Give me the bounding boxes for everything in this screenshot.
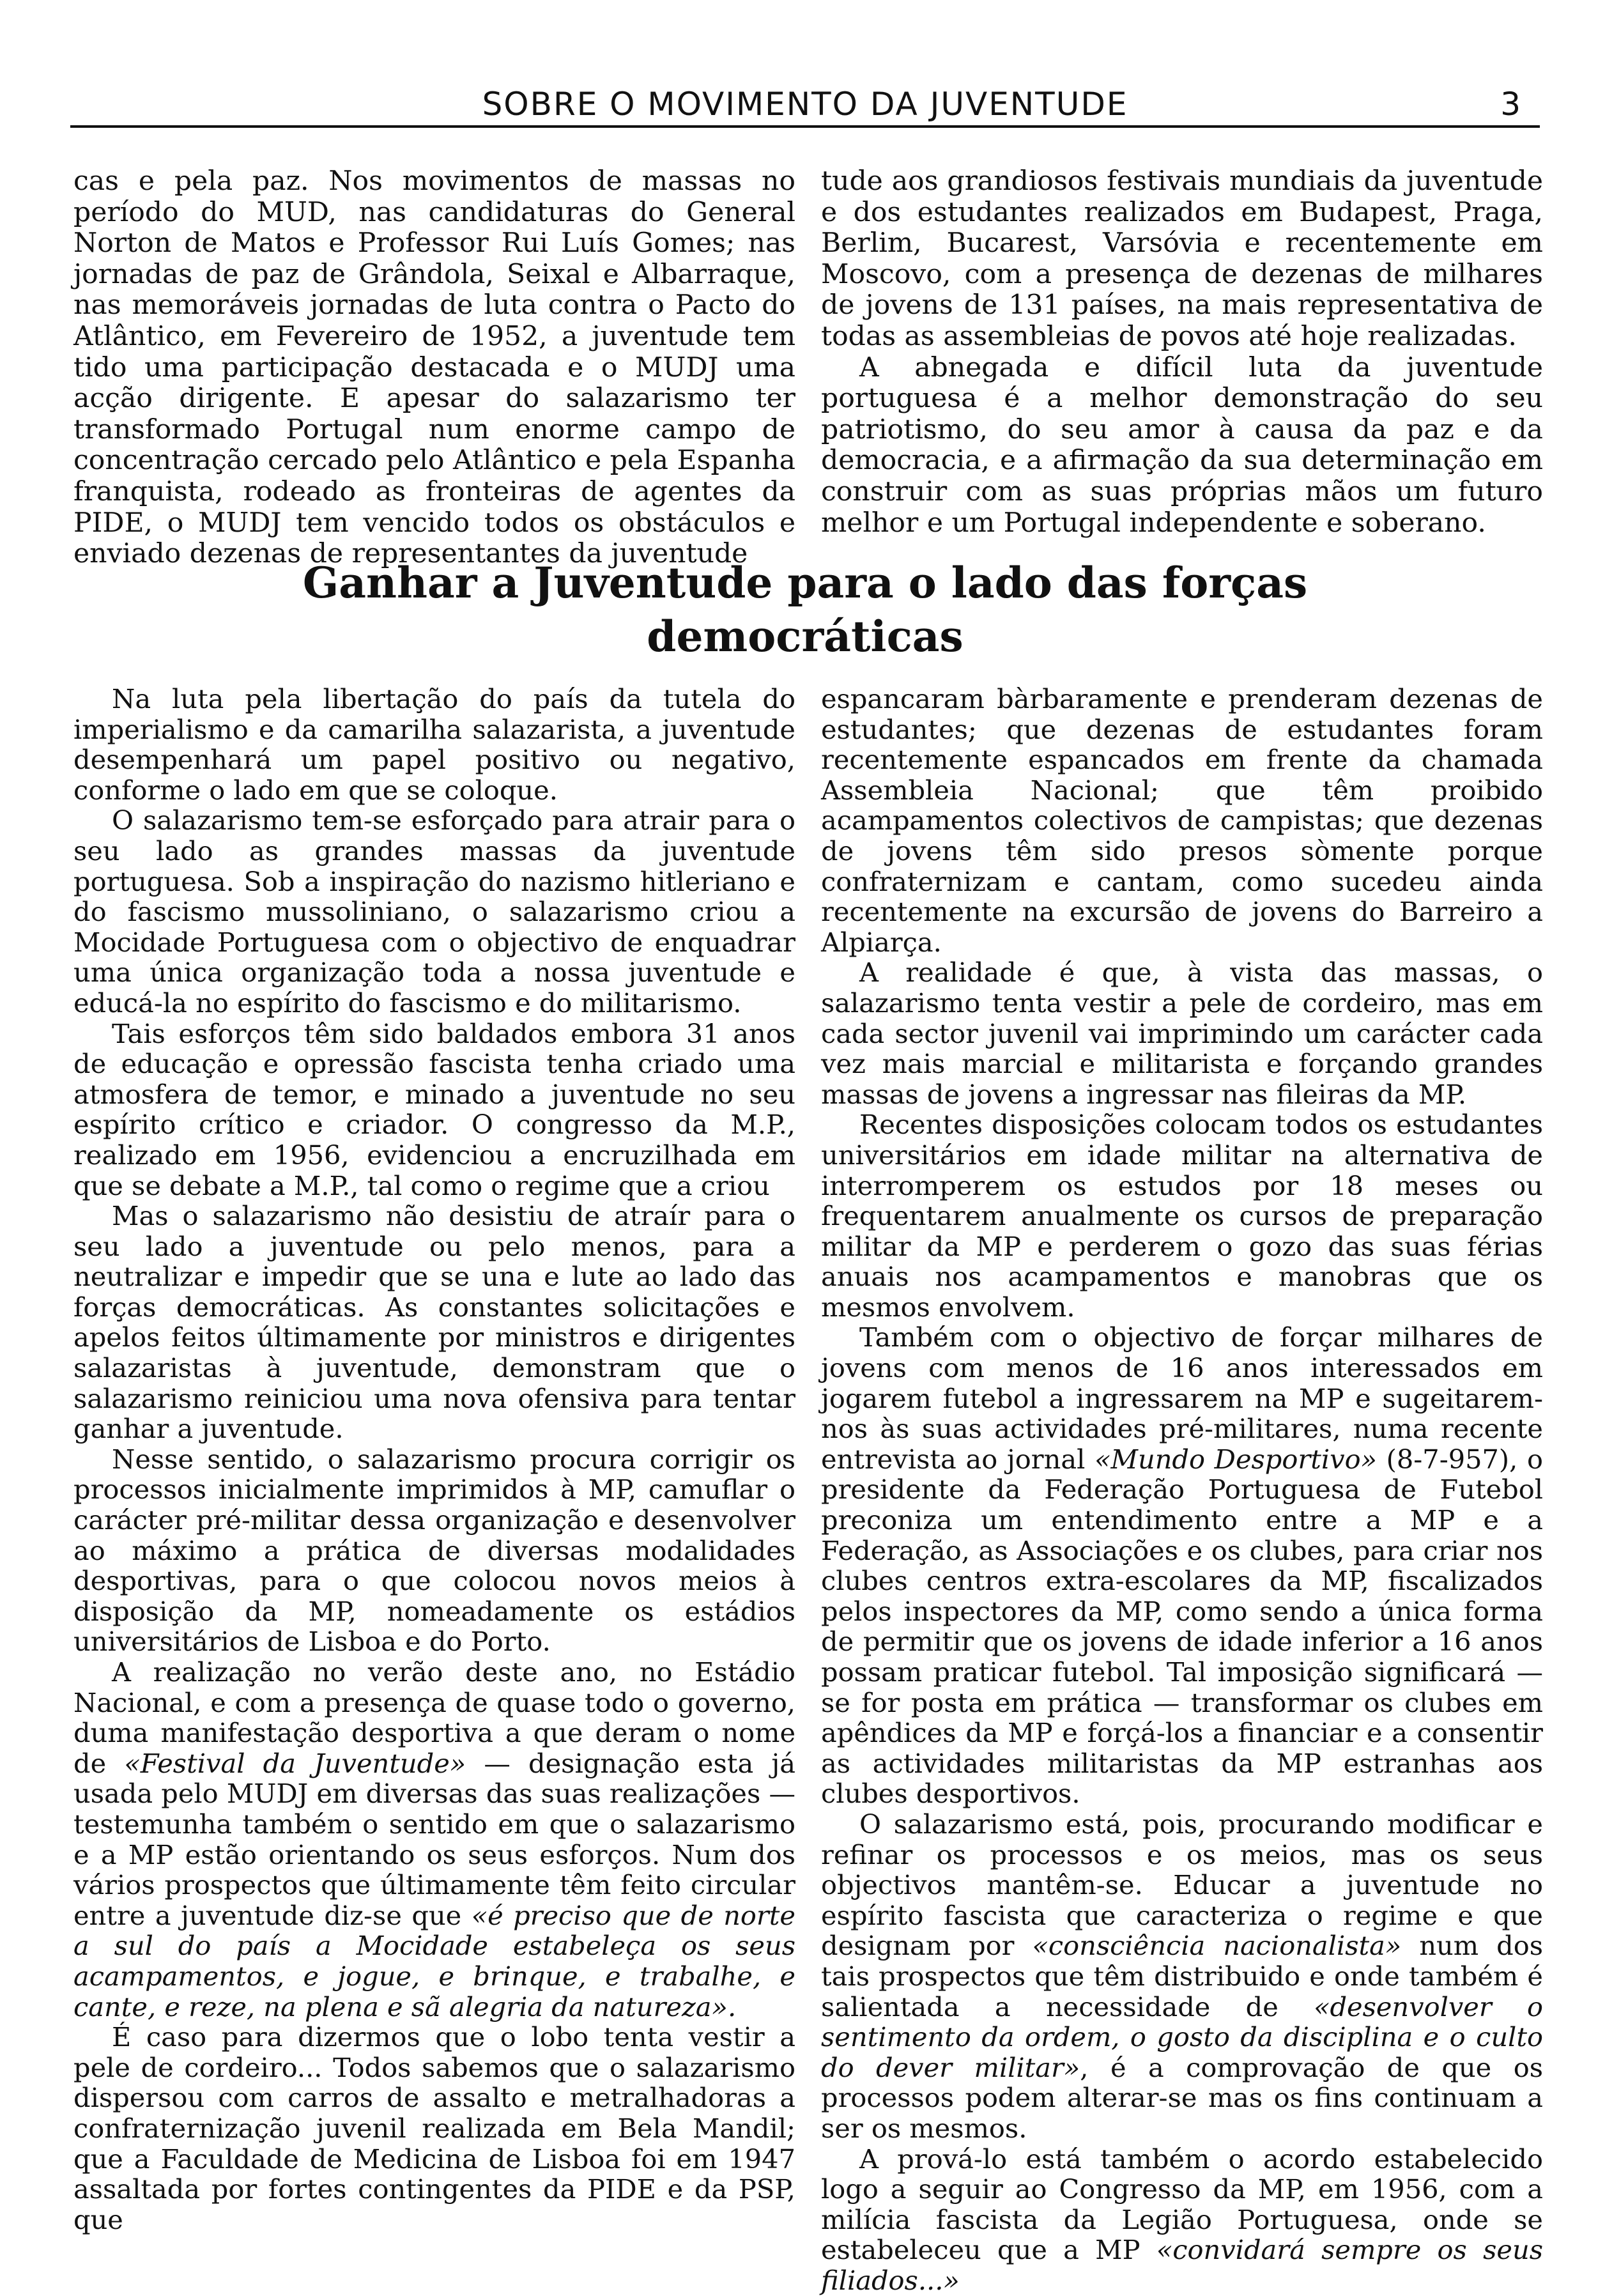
left-p6-quote: «Festival da Juventude» [124,1747,466,1779]
top-right-paragraph-2: A abnegada e difícil luta da juventude portuguesa é a melhor demonstração do seu patriotismo, do seu amor à causa da paz e da democracia, e a afirmação da sua determinação em construir com as suas próprias mãos um futuro melhor e um Portugal independente e soberano. [821,351,1543,539]
right-p5-rest: , é a comprovação de que os processos podem alterar-se mas os fins continuam a ser os mesmos. [821,2051,1543,2144]
right-paragraph-3: Recentes disposições colocam todos os estudantes universitários em idade militar na alternativa de interromperem os estudos por 18 meses ou frequentarem anualmente os cursos de preparação militar da MP e perderem o gozo das suas férias anuais nos acampamentos e manobras que os mesmos envolvem. [821,1109,1543,1323]
headline-line-2: democráticas [647,612,964,661]
right-paragraph-6 [821,2144,1543,2296]
right-p6-emphasis: «convidará sempre os seus filiados...» [821,2234,1543,2296]
top-left-paragraph: cas e pela paz. Nos movimentos de massas no período do MUD, nas candidaturas do General Norton de Matos e Professor Rui Luís Gomes; nas jornadas de paz de Grândola, Seixal e Albarraque, nas memoráveis jornadas de luta contra o Pacto do Atlântico, em Fevereiro de 1952, a juventude tem tido uma participação destacada e o MUDJ uma acção dirigente. E apesar do salazarismo ter transformado Portugal num enorme campo de concentração cercado pelo Atlântico e pela Espanha franquista, rodeado as fronteiras de agentes da PIDE, o MUDJ tem vencido todos os obstáculos e enviado dezenas de representantes da juventude [73,166,795,570]
left-p6-rest: — designação esta já usada pelo MUDJ em diversas das suas realizações — testemunha também o sentido em que o salazarismo e a MP estão orientando os seus esforços. Num dos vários prospectos que últimamente têm feito circular entre a juventude diz-se que [73,1747,795,1931]
right-p4-emphasis: «Mundo Desportivo» [1094,1443,1377,1475]
right-p5-emphasis-1: «consciência nacionalista» [1032,1930,1402,1962]
body-left-column [73,684,795,2235]
right-p4-lead: Também com o objectivo de forçar milhares de jovens com menos de 16 anos interessados em jogarem futebol a ingressarem na MP e sugeitarem-nos às suas actividades pré-militares, numa recente entrevista ao jornal [821,1321,1543,1475]
right-p5-emphasis-2: «desenvolver o sentimento da ordem, o gosto da disciplina e o culto do dever militar» [821,1991,1543,2083]
left-paragraph-1: Na luta pela libertação do país da tutela do imperialismo e da camarilha salazarista, a juventude desempenhará um papel positivo ou negativo, conforme o lado em que se coloque. [73,683,795,806]
right-paragraph-4 [821,1322,1543,1809]
left-paragraph-2: O salazarismo tem-se esforçado para atrair para o seu lado as grandes massas da juventude portuguesa. Sob a inspiração do nazismo hitleriano e do fascismo mussoliniano, o salazarismo criou a Mocidade Portuguesa com o objectivo de enquadrar uma única organização toda a nossa juventude e educá-la no espírito do fascismo e do militarismo. [73,805,795,1019]
page-number: 3 [1500,86,1521,123]
top-left-column [73,166,795,570]
left-paragraph-4: Mas o salazarismo não desistiu de atraír para o seu lado a juventude ou pelo menos, para a neutralizar e impedir que se una e lute ao lado das forças democráticas. As constantes solicitações e apelos feitos últimamente por ministros e dirigentes salazaristas à juventude, demonstram que o salazarismo reiniciou uma nova ofensiva para tentar ganhar a juventude. [73,1200,795,1445]
right-p4-rest: (8-7-957), o presidente da Federação Portuguesa de Futebol preconiza um entendimento entre a MP e a Federação, as Associações e os clubes, para criar nos clubes centros extra-escolares da MP, fiscalizados pelos inspectores da MP, como sendo a única forma de permitir que os jovens de idade inferior a 16 anos possam praticar futebol. Tal imposição significará — se for posta em prática — transformar os clubes em apêndices da MP e forçá-los a financiar e a consentir as actividades militaristas da MP estranhas aos clubes desportivos. [821,1443,1543,1810]
left-p6-lead: A realização no verão deste ano, no Estádio Nacional, e com a presença de quase todo o governo, duma manifestação desportiva a que deram o nome de [73,1656,795,1779]
article-headline [70,556,1540,663]
left-paragraph-7: É caso para dizermos que o lobo tenta vestir a pele de cordeiro... Todos sabemos que o salazarismo dispersou com carros de assalto e metralhadoras a confraternização juvenil realizada em Bela Mandil; que a Faculdade de Medicina de Lisboa foi em 1947 assaltada por fortes contingentes da PIDE e da PSP, que [73,2021,795,2235]
left-paragraph-3: Tais esforços têm sido baldados embora 31 anos de educação e opressão fascista tenha criado uma atmosfera de temor, e minado a juventude no seu espírito crítico e criador. O congresso da M.P., realizado em 1956, evidenciou a encruzilhada em que se debate a M.P., tal como o regime que a criou [73,1017,795,1201]
right-paragraph-2: A realidade é que, à vista das massas, o salazarismo tenta vestir a pele de cordeiro, mas em cada sector juvenil vai imprimindo um carácter cada vez mais marcial e militarista e forçando grandes massas de jovens a ingressar nas fileiras da MP. [821,957,1543,1110]
right-p6-lead: A prová-lo está também o acordo estabelecido logo a seguir ao Congresso da MP, em 1956, com a milícia fascista da Legião Portuguesa, onde se estabeleceu que a MP [821,2143,1543,2266]
right-p5-lead: O salazarismo está, pois, procurando modificar e refinar os processos e os meios, mas os seus objectivos mantêm-se. Educar a juventude no espírito fascista que caracteriza o regime e que designam por [821,1808,1543,1962]
right-p5-mid: num dos tais prospectos que têm distribuido e onde também é salientada a necessidade de [821,1930,1543,2022]
headline-line-1: Ganhar a Juventude para o lado das forças [302,558,1308,608]
left-paragraph-6 [73,1657,795,2022]
right-paragraph-5 [821,1809,1543,2144]
top-right-paragraph-1: tude aos grandiosos festivais mundiais da juventude e dos estudantes realizados em Budapest, Praga, Berlim, Bucarest, Varsóvia e recentemente em Moscovo, com a presença de dezenas de milhares de jovens de 131 países, na mais representativa de todas as assembleias de povos até hoje realizadas. [821,166,1543,352]
running-title: SOBRE O MOVIMENTO DA JUVENTUDE [482,86,1128,123]
running-header [70,83,1540,128]
top-right-column [821,166,1543,539]
body-right-column [821,684,1543,2295]
right-paragraph-1: espancaram bàrbaramente e prenderam dezenas de estudantes; que dezenas de estudantes foram recentemente espancados em frente da chamada Assembleia Nacional; que têm proibido acampamentos colectivos de campistas; que dezenas de jovens têm sido presos sòmente porque confraternizam e cantam, como sucedeu ainda recentemente na excursão de jovens do Barreiro a Alpiarça. [821,683,1543,958]
left-paragraph-5: Nesse sentido, o salazarismo procura corrigir os processos inicialmente imprimidos à MP, camuflar o carácter pré-militar dessa organização e desenvolver ao máximo a prática de diversas modalidades desportivas, para o que colocou novos meios à disposição da MP, nomeadamente os estádios universitários de Lisboa e do Porto. [73,1443,795,1658]
left-p6-emphasis: «é preciso que de norte a sul do país a Mocidade estabeleça os seus acampamentos, e jogue, e brinque, e trabalhe, e cante, e reze, na plena e sã alegria da natureza». [73,1899,795,2022]
header-rule [70,125,1540,128]
